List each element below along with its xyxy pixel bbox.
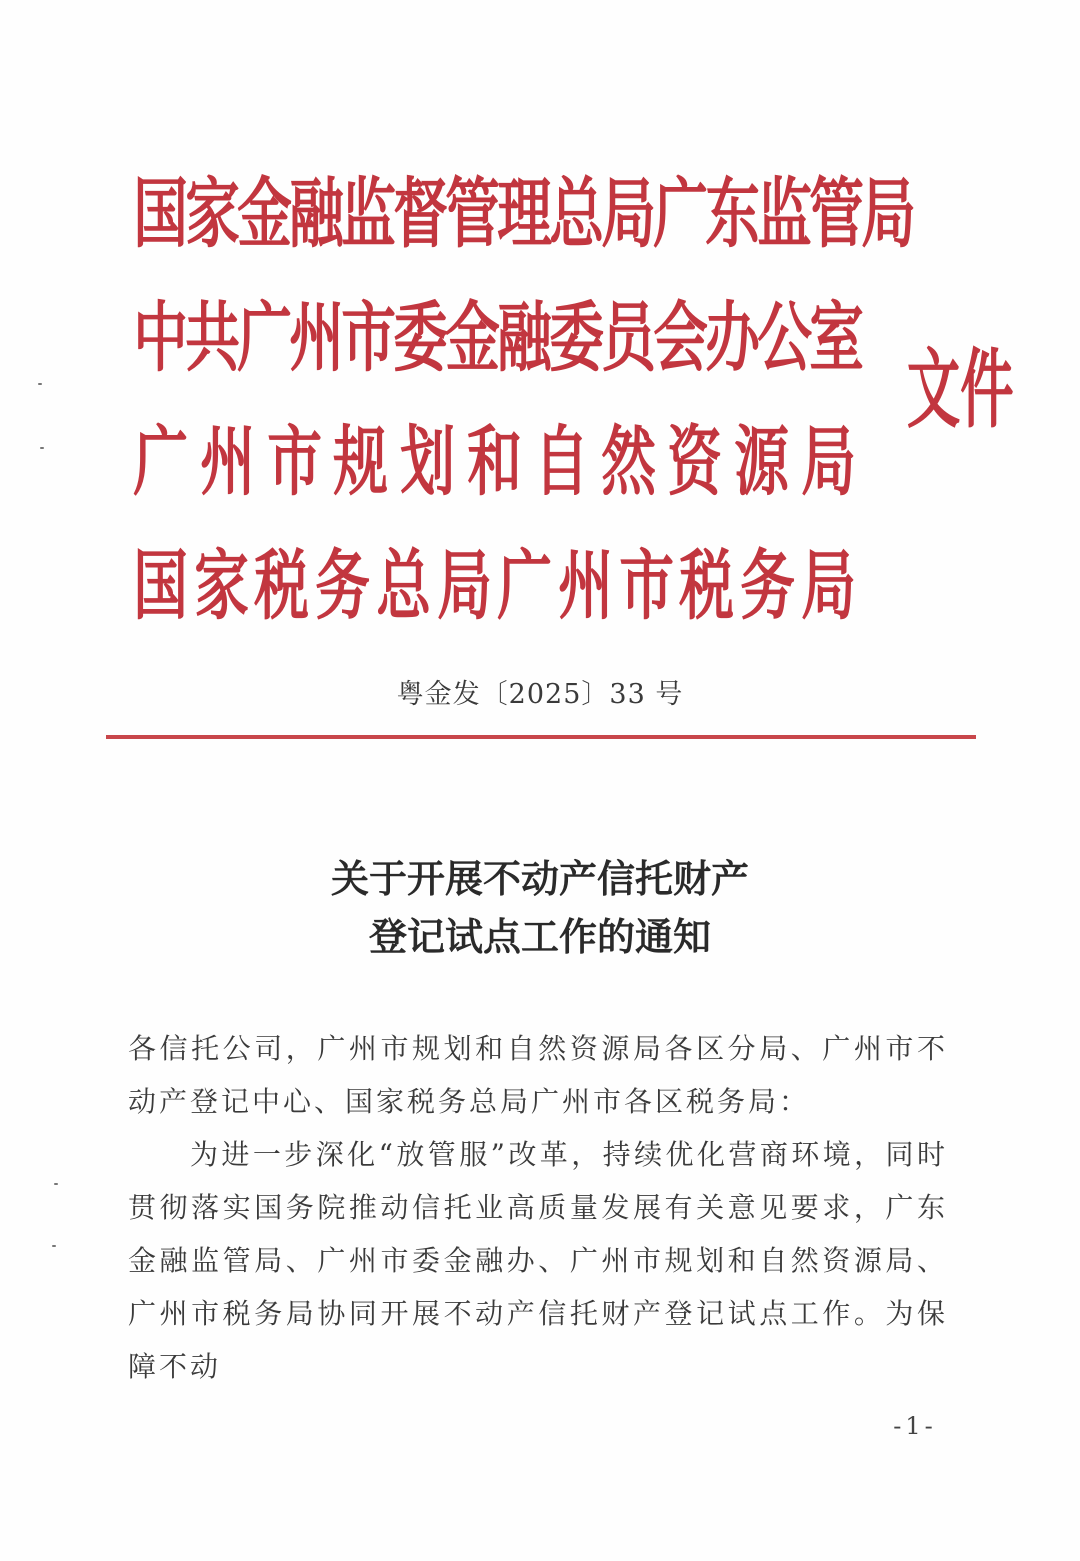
document-suffix: 文件 (906, 339, 1014, 440)
document-body (128, 1022, 948, 1393)
issuer-character: 国 (133, 541, 188, 630)
salutation: 各信托公司，广州市规划和自然资源局各区分局、广州市不动产登记中心、国家税务总局广州市各区税务局： (128, 1032, 948, 1118)
issuer-character: 务 (315, 541, 371, 630)
scan-speck (38, 383, 42, 385)
issuer-character: 税 (254, 541, 310, 630)
issuer-character: 广 (237, 293, 292, 382)
issuer-character: 州 (289, 293, 344, 382)
issuer-character: 管 (809, 169, 864, 258)
issuer-character: 广 (497, 541, 553, 630)
issuer-character: 委 (393, 293, 448, 382)
issuer-character: 总 (549, 169, 604, 258)
issuer-character: 总 (376, 541, 431, 630)
issuer-character: 共 (185, 293, 240, 382)
issuer-character: 公 (757, 293, 812, 382)
issuer-character: 家 (185, 169, 240, 258)
issuer-character: 务 (740, 541, 796, 630)
issuer-character: 国 (133, 169, 188, 258)
issuer-character: 广 (653, 169, 708, 258)
issuer-character: 局 (601, 169, 656, 258)
document-number: 粤金发〔2025〕33 号 (396, 679, 684, 710)
scan-speck (54, 1183, 58, 1185)
issuer-character: 然 (600, 417, 656, 506)
issuer-character: 金 (445, 293, 500, 382)
issuer-block (126, 152, 916, 648)
issuer-character: 家 (193, 541, 249, 630)
body-paragraph: 为进一步深化“放管服”改革，持续优化营商环境，同时贯彻落实国务院推动信托业高质量发展有关意见要求，广东金融监管局、广州市委金融办、广州市规划和自然资源局、广州市税务局协同开展不动产信托财产登记试点工作。为保障不动 (128, 1138, 948, 1383)
issuer-character: 自 (534, 417, 589, 506)
issuer-character: 州 (558, 541, 614, 630)
issuer-character: 督 (393, 169, 448, 258)
red-divider-line (106, 735, 976, 739)
issuer-line-1 (126, 152, 916, 276)
issuer-character: 州 (200, 417, 255, 506)
issuer-character: 办 (705, 293, 760, 382)
issuer-character: 局 (801, 541, 856, 630)
issuer-character: 和 (467, 417, 522, 506)
issuer-character: 理 (497, 169, 552, 258)
issuer-character: 市 (341, 293, 396, 382)
issuer-character: 税 (679, 541, 735, 630)
issuer-character: 资 (667, 417, 723, 506)
issuer-character: 广 (133, 417, 188, 506)
issuer-character: 会 (653, 293, 708, 382)
issuer-character: 规 (333, 417, 389, 506)
issuer-character: 源 (734, 417, 790, 506)
issuer-line-3 (126, 400, 856, 524)
issuer-character: 金 (237, 169, 292, 258)
issuer-character: 室 (809, 293, 864, 382)
page-number: -1- (893, 1412, 937, 1440)
issuer-character: 员 (601, 293, 656, 382)
scan-speck (52, 1245, 56, 1247)
issuer-character: 东 (705, 169, 760, 258)
scan-speck (40, 447, 44, 449)
issuer-character: 市 (619, 541, 674, 630)
issuer-character: 融 (289, 169, 344, 258)
issuer-character: 融 (497, 293, 552, 382)
issuer-line-2 (126, 276, 864, 400)
issuer-character: 委 (549, 293, 604, 382)
issuer-line-4 (126, 524, 856, 648)
issuer-character: 管 (445, 169, 500, 258)
issuer-character: 中 (133, 293, 188, 382)
issuer-character: 监 (757, 169, 812, 258)
title-line-2: 登记试点工作的通知 (368, 914, 711, 959)
issuer-character: 市 (266, 417, 322, 506)
issuer-character: 监 (341, 169, 396, 258)
issuer-character: 划 (400, 417, 456, 506)
document-title (0, 850, 1080, 966)
issuer-character: 局 (436, 541, 492, 630)
title-line-1: 关于开展不动产信托财产 (330, 856, 749, 901)
issuer-character: 局 (801, 417, 856, 506)
issuer-character: 局 (861, 169, 916, 258)
